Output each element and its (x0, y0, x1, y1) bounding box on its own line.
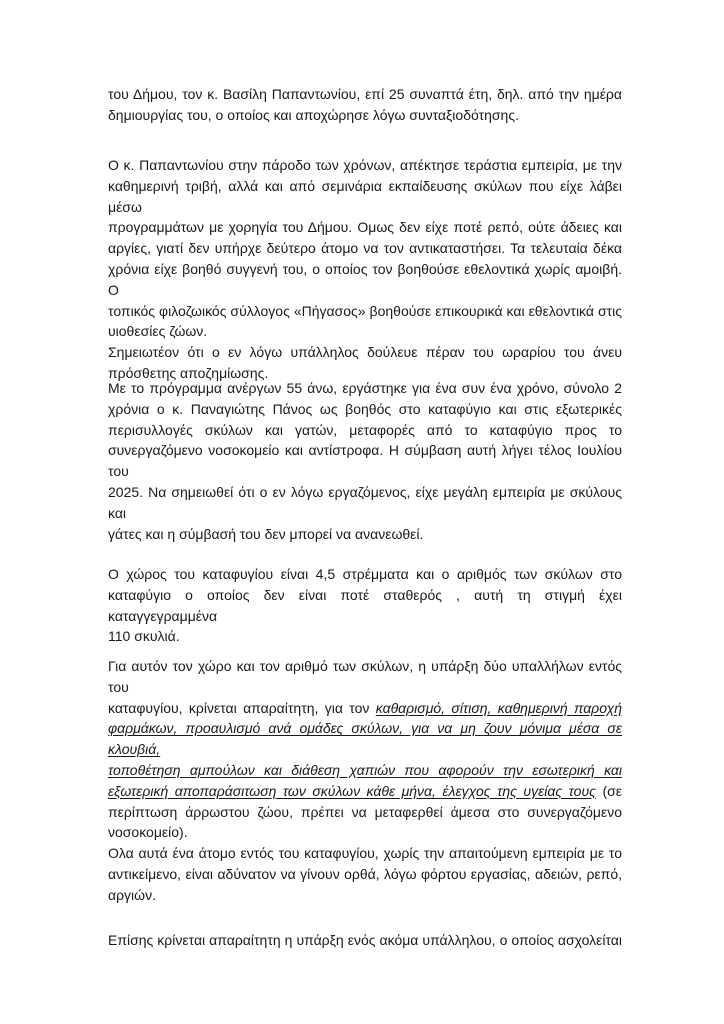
text-segment: καταφυγίου, κρίνεται απαραίτητη, για τον (108, 699, 370, 716)
text-line: Σημειωτέον ότι ο εν λόγω υπάλληλος δούλευε πέραν του ωραρίου του άνευ (108, 344, 622, 361)
emphasized-text: καθαρισμό, σίτιση, καθημερινή παροχή (375, 699, 622, 716)
text-line: αργίες, γιατί δεν υπήρχε δεύτερο άτομο να τον αντικαταστήσει. Τα τελευταία δέκα (108, 240, 622, 257)
text-line: περίπτωση άρρωστου ζώου, πρέπει να μεταφερθεί άμεσα στο συνεργαζόμενο (108, 803, 622, 820)
text-line (108, 781, 622, 802)
emphasized-text: φαρμάκων, προαυλισμό ανά ομάδες σκύλων, για να μη ζουν μόνιμα μέσα σε κλουβιά, (108, 720, 622, 758)
text-line: Ο κ. Παπαντωνίου στην πάροδο των χρόνων, απέκτησε τεράστια εμπειρία, με την (108, 157, 622, 173)
text-line: χρόνια είχε βοηθό συγγενή του, ο οποίος τον βοηθούσε εθελοντικά χωρίς αμοιβή. Ο (108, 260, 622, 298)
text-line: καταφύγιο ο οποίος δεν είναι ποτέ σταθερός , αυτή τη στιγμή έχει καταγγεγραμμένα (108, 586, 622, 624)
text-line: Ολα αυτά ένα άτομο εντός του καταφυγίου, χωρίς την απαιτούμενη εμπειρία με το (108, 845, 622, 862)
text-line: νοσοκομείο). (108, 824, 188, 841)
text-line: 110 σκυλιά. (108, 628, 180, 645)
text-line: πρόσθετης αποζημίωσης. (108, 364, 269, 381)
text-line: συνεργαζόμενο νοσοκομείο και αντίστροφα. Η σύμβαση αυτή λήγει τέλος Ιουλίου του (108, 442, 622, 480)
paragraph-1 (108, 84, 622, 126)
paragraph-6 (108, 930, 622, 951)
text-line: 2025. Να σημειωθεί ότι ο εν λόγω εργαζόμενος, είχε μεγάλη εμπειρία με σκύλους και (108, 483, 622, 521)
emphasized-text: τοποθέτηση αμπούλων και διάθεση χαπιών που αφορούν την εσωτερική και (108, 761, 622, 778)
text-line: αντικείμενο, είναι αδύνατον να γίνουν ορθά, λόγω φόρτου εργασίας, αδειών, ρεπό, (108, 865, 622, 882)
text-line: υιοθεσίες ζώων. (108, 323, 208, 340)
text-segment: (σε (595, 782, 623, 799)
paragraph-4 (108, 564, 622, 647)
text-line: Για αυτόν τον χώρο και τον αριθμό των σκύλων, η υπάρξη δύο υπαλλήλων εντός του (108, 658, 622, 695)
text-line: του Δήμου, τον κ. Βασίλη Παπαντωνίου, επί 25 συναπτά έτη, δηλ. από την ημέρα (108, 86, 622, 102)
text-line (108, 698, 622, 719)
text-line: τοπικός φιλοζωικός σύλλογος «Πήγασος» βοηθούσε επικουρικά και εθελοντικά στις (108, 302, 622, 319)
text-line: χρόνια ο κ. Παναγιώτης Πάνος ως βοηθός στο καταφύγιο και στις εξωτερικές (108, 400, 622, 417)
text-line: Επίσης κρίνεται απαραίτητη η υπάρξη ενός ακόμα υπάλληλου, ο οποίος ασχολείται (108, 932, 622, 948)
text-line: Ο χώρος του καταφυγίου είναι 4,5 στρέμματα και ο αριθμός των σκύλων στο (108, 566, 622, 582)
text-line: καθημερινή τριβή, αλλά και από σεμινάρια εκπαίδευσης σκύλων που είχε λάβει μέσω (108, 177, 622, 215)
text-line: περισυλλογές σκύλων και γατών, μεταφορές από το καταφύγιο προς το (108, 421, 622, 438)
emphasized-text: εξωτερική αποπαράσιτωση των σκύλων κάθε μήνα, έλεγχος της υγείας τους (108, 782, 596, 799)
text-line: προγραμμάτων με χορηγία του Δήμου. Ομως δεν είχε ποτέ ρεπό, ούτε άδειες και (108, 219, 622, 236)
paragraph-5 (108, 656, 622, 906)
paragraph-2 (108, 155, 622, 384)
text-line: Με το πρόγραμμα ανέργων 55 άνω, εργάστηκε για ένα συν ένα χρόνο, σύνολο 2 (108, 380, 622, 396)
paragraph-3 (108, 378, 622, 544)
text-line: γάτες και η σύμβασή του δεν μπορεί να ανανεωθεί. (108, 525, 424, 542)
text-line: αργιών. (108, 886, 156, 903)
text-line: δημιουργίας του, ο οποίος και αποχώρησε λόγω συνταξιοδότησης. (108, 106, 519, 123)
